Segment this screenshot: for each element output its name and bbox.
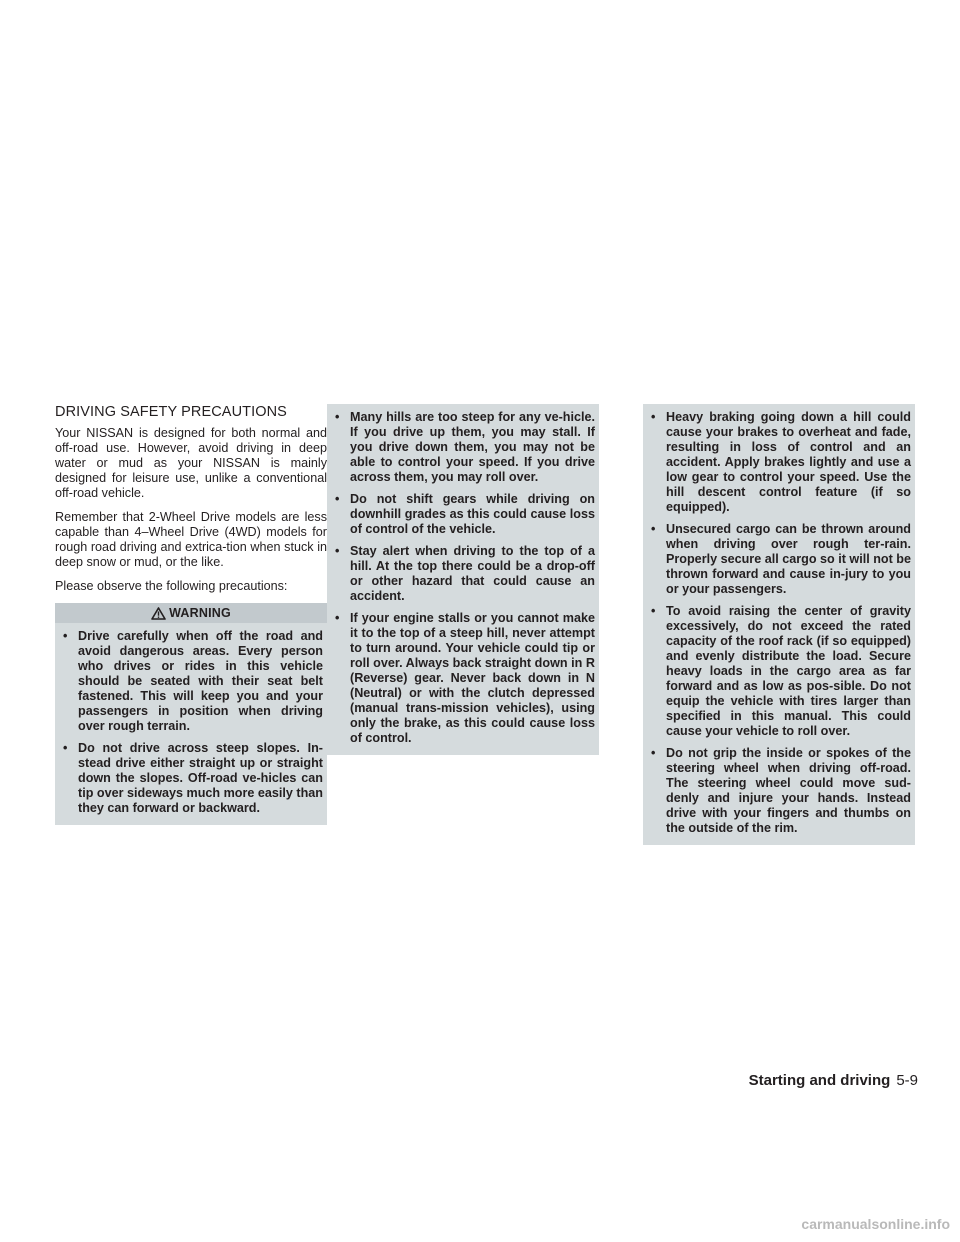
page-number: 5-9 bbox=[896, 1072, 918, 1089]
warning-item bbox=[335, 611, 595, 746]
warning-triangle-icon bbox=[151, 607, 166, 620]
warning-box-3 bbox=[643, 404, 915, 845]
warning-item-text: Drive carefully when off the road and avoid dangerous areas. Every person who drives or rides in this vehicle should be seated with their seat belt fastened. This will keep you and your passengers in position when driving over rough terrain. bbox=[78, 629, 323, 733]
warning-item-text: If your engine stalls or you cannot make it to the top of a steep hill, never attempt to turn around. Your vehicle could tip or roll over. Always back straight down in R (Reverse) gear. Never back down in N (Neutral) or with the clutch depressed (manual trans-mission vehicles), using only the brake, as this could cause loss of control. bbox=[350, 611, 595, 745]
warning-item bbox=[335, 492, 595, 537]
footer-section-name: Starting and driving bbox=[748, 1072, 891, 1089]
warning-list-3 bbox=[643, 404, 915, 845]
warning-header bbox=[55, 603, 327, 623]
warning-box-1 bbox=[55, 603, 327, 825]
bullet: • bbox=[335, 611, 340, 625]
warning-list-1 bbox=[55, 623, 327, 825]
warning-item-text: Heavy braking going down a hill could cause your brakes to overheat and fade, resulting in loss of control and an accident. Apply brakes lightly and use a low gear to control your speed. Use the hill descent control feature (if so equipped). bbox=[666, 410, 911, 514]
bullet: • bbox=[335, 492, 340, 506]
column-2 bbox=[327, 404, 599, 755]
watermark: carmanualsonline.info bbox=[801, 1216, 950, 1232]
page-footer bbox=[749, 1072, 918, 1089]
bullet: • bbox=[651, 410, 656, 424]
warning-item bbox=[651, 410, 911, 515]
warning-item bbox=[63, 629, 323, 734]
column-3 bbox=[643, 404, 915, 845]
warning-item-text: Unsecured cargo can be thrown around when driving over rough ter-rain. Properly secure all cargo so it will not be thrown forward and cause in-jury to you or your passengers. bbox=[666, 522, 911, 596]
intro-paragraph-1: Your NISSAN is designed for both normal and off-road use. However, avoid driving in deep water or mud as your NISSAN is mainly designed for leisure use, unlike a conventional off-road vehicle. bbox=[55, 426, 327, 500]
warning-item-text: Do not drive across steep slopes. In-stead drive either straight up or straight down the slopes. Off-road ve-hicles can tip over sideways much more easily than they can forward or backward. bbox=[78, 741, 323, 815]
warning-list-2 bbox=[327, 404, 599, 755]
warning-item-text: Do not shift gears while driving on downhill grades as this could cause loss of control of the vehicle. bbox=[350, 492, 595, 536]
bullet: • bbox=[335, 544, 340, 558]
bullet: • bbox=[335, 410, 340, 424]
warning-label: WARNING bbox=[169, 606, 231, 620]
intro-paragraph-3: Please observe the following precautions: bbox=[55, 579, 288, 593]
warning-item bbox=[651, 604, 911, 739]
bullet: • bbox=[651, 522, 656, 536]
section-title: DRIVING SAFETY PRECAUTIONS bbox=[55, 404, 287, 420]
warning-item-text: Do not grip the inside or spokes of the steering wheel when driving off-road. The steering wheel could move sud-denly and injure your hands. Instead drive with your fingers and thumbs on the outside of the rim. bbox=[666, 746, 911, 835]
bullet: • bbox=[63, 741, 68, 755]
warning-item bbox=[335, 544, 595, 604]
column-1 bbox=[55, 404, 327, 825]
warning-item-text: Many hills are too steep for any ve-hicle. If you drive up them, you may stall. If you drive down them, you may not be able to control your speed. If you drive across them, you may roll over. bbox=[350, 410, 595, 484]
warning-item bbox=[651, 746, 911, 836]
intro-paragraph-2: Remember that 2-Wheel Drive models are less capable than 4–Wheel Drive (4WD) models for rough road driving and extrica-tion when stuck in deep snow or mud, or the like. bbox=[55, 510, 327, 569]
warning-box-2 bbox=[327, 404, 599, 755]
bullet: • bbox=[63, 629, 68, 643]
warning-item bbox=[335, 410, 595, 485]
warning-item bbox=[651, 522, 911, 597]
warning-item-text: Stay alert when driving to the top of a hill. At the top there could be a drop-off or other hazard that could cause an accident. bbox=[350, 544, 595, 603]
bullet: • bbox=[651, 604, 656, 618]
bullet: • bbox=[651, 746, 656, 760]
warning-item bbox=[63, 741, 323, 816]
warning-item-text: To avoid raising the center of gravity excessively, do not exceed the rated capacity of the roof rack (if so equipped) and evenly distribute the load. Secure heavy loads in the cargo area as far forward and as low as pos-sible. Do not equip the vehicle with tires larger than specified in this manual. This could cause your vehicle to roll over. bbox=[666, 604, 911, 738]
